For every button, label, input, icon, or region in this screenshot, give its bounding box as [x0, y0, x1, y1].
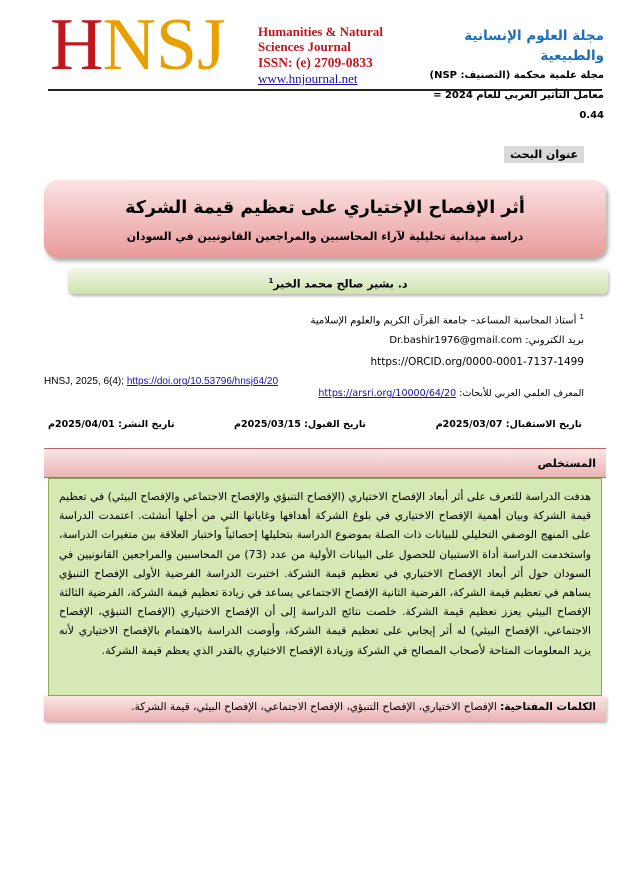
journal-logo — [50, 4, 250, 88]
accepted-label: تاريخ القبول: — [304, 419, 366, 430]
author-sup: 1 — [268, 277, 274, 285]
journal-url-link[interactable]: www.hnjournal.net — [258, 71, 358, 86]
arabic-journal-title: مجلة العلوم الإنسانية والطبيعية — [464, 28, 604, 64]
citation-prefix: HNSJ, 2025, 6(4); — [44, 376, 125, 387]
arabic-journal-info — [414, 26, 604, 126]
header-divider — [48, 89, 602, 91]
affiliation-email-line — [389, 335, 584, 346]
arsri-line — [318, 388, 584, 399]
keywords-label: الكلمات المفتاحية: — [500, 701, 596, 713]
published-label: تاريخ النشر: — [118, 419, 175, 430]
author-name: د. بشير صالح محمد الخير — [273, 277, 408, 291]
accepted-value: 2025/03/15م — [234, 419, 301, 430]
logo-letter-h: H — [50, 4, 103, 86]
section-label: عنوان البحث — [504, 146, 584, 163]
keywords-box — [44, 696, 606, 721]
issn: ISSN: (e) 2709-0833 — [258, 55, 373, 70]
received-date — [436, 419, 582, 430]
author-box — [68, 268, 608, 294]
paper-subtitle: دراسة ميدانية تحليلية لآراء المحاسبين والمراجعين القانونيين في السودان — [126, 230, 524, 243]
logo-letters-nsj: NSJ — [102, 4, 226, 86]
affiliation-position-line — [310, 313, 584, 326]
email-address[interactable]: Dr.bashir1976@gmail.com — [389, 335, 523, 346]
paper-title: أثر الإفصاح الإختياري على تعظيم قيمة الشركة — [125, 198, 525, 218]
arabic-impact-factor: معامل التأثير العربي للعام 2024 = 0.44 — [433, 90, 604, 121]
english-journal-info — [258, 24, 418, 87]
arabic-classification: مجلة علمية محكمة (التصنيف: NSP) — [429, 70, 604, 81]
published-value: 2025/04/01م — [48, 419, 115, 430]
keywords-text: الإفصاح الاختياري، الإفصاح التنبؤي، الإفصاح الاجتماعي، الإفصاح البيئي، قيمة الشركة. — [131, 701, 497, 713]
received-label: تاريخ الاستقبال: — [505, 419, 582, 430]
received-value: 2025/03/07م — [435, 419, 503, 430]
title-box — [44, 180, 606, 258]
arsri-link[interactable]: https://arsri.org/10000/64/20 — [318, 388, 457, 399]
orcid-link[interactable]: https://ORCID.org/0000-0001-7137-1499 — [370, 356, 584, 368]
doi-link[interactable]: https://doi.org/10.53796/hnsj64/20 — [126, 376, 279, 387]
accepted-date — [234, 419, 366, 430]
english-journal-title: Humanities & Natural Sciences Journal — [258, 24, 383, 54]
published-date — [48, 419, 175, 430]
citation-line — [44, 376, 278, 387]
abstract-heading: المستخلص — [44, 448, 606, 478]
affiliation-sup: 1 — [579, 313, 584, 321]
affiliation-position: أستاذ المحاسبة المساعد– جامعة القرآن الكريم والعلوم الإسلامية — [310, 315, 577, 327]
arsri-label: المعرف العلمي العربي للأبحاث: — [459, 388, 584, 399]
abstract-body: هدفت الدراسة للتعرف على أثر أبعاد الإفصاح الاختياري (الإفصاح التنبؤي والإفصاح الاجتماعي والإفصاح البيئي) في تعظيم قيمة الشركة وبيان أهمية الإفصاح الاختياري في بلوغ الشركة أهدافها وغاياتها التي من أجلها أنشئت. اعتمدت الدراسة على المنهج الوصفي التحليلي للبيانات ذات الصلة بموضوع الدراسة بتحليلها إحصائياً واختبار العلاقة بين متغيرات الدراسة، واستخدمت الدراسة أداة الاستبيان للحصول على البيانات الأولية من عدد (73) من المحاسبين والمراجعين القانونيين في السودان حول أثر أبعاد الإفصاح الاختياري في تعظيم قيمة الشركة. اختبرت الدراسة الفرضية الأولى الإفصاح التنبؤي يساهم في تعظيم قيمة الشركة، الفرضية الثانية الإفصاح الاجتماعي يساعد في زيادة تعظيم قيمة الشركة، الفرضية الثالثة الإفصاح البيئي يعزز تعظيم قيمة الشركة. خلصت نتائج الدراسة إلى أن الإفصاح الاختياري (الإفصاح التنبؤي، الإفصاح الاجتماعي، الإفصاح البيئي) له أثر إيجابي على تعظيم قيمة الشركة، وأوصت الدراسة بالاهتمام بالإفصاح الاختياري لأنه يزيد المعلومات المتاحة لأصحاب المصالح في الشركة وزيادة الإفصاح الاختياري بالقدر الذي يعظم قيمة الشركة. — [48, 478, 602, 696]
email-label: بريد الكتروني: — [525, 335, 584, 346]
